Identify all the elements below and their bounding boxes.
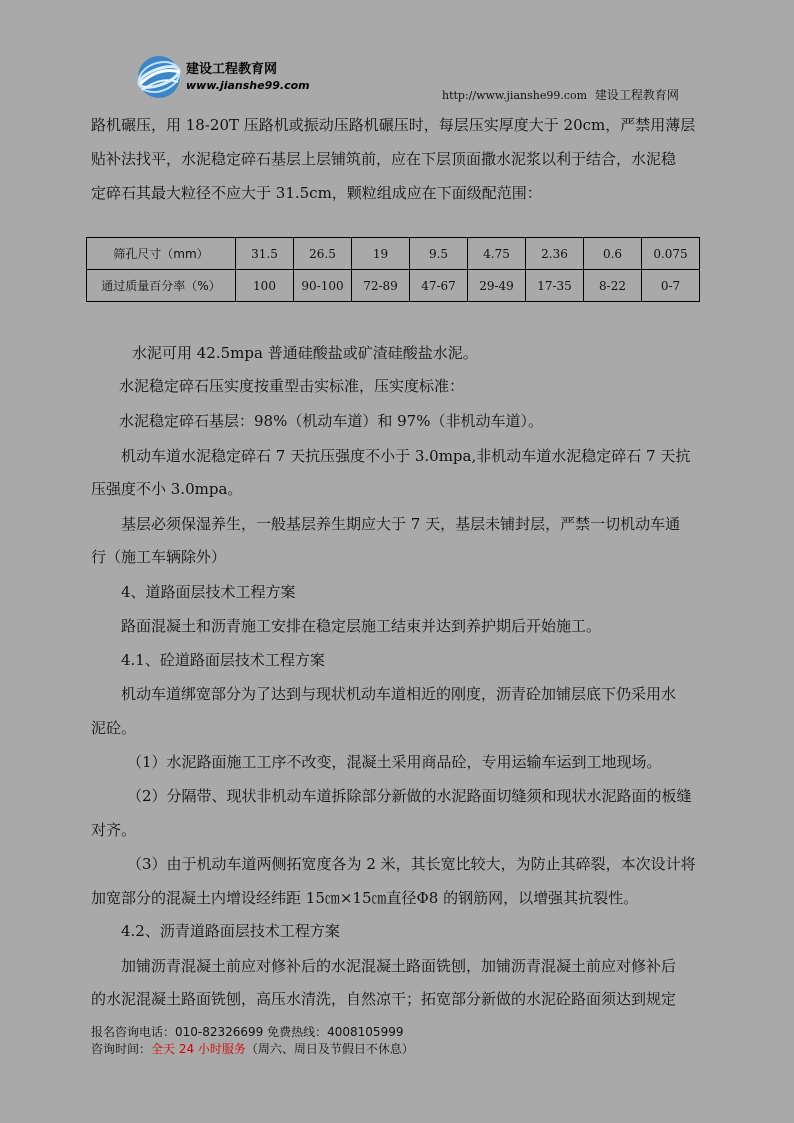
section-heading: 4、道路面层技术工程方案 [121,583,296,601]
text-line: 水泥稳定碎石压实度按重型击实标准，压实度标准： [119,377,465,395]
text-line: 定碎石其最大粒径不应大于 31.5cm，颗粒组成应在下面级配范围： [91,184,542,202]
footer-hours-highlight: 全天 24 小时服务 [151,1042,246,1056]
table-row-header: 通过质量百分率（%） [87,270,236,302]
text-line: 行（施工车辆除外） [91,548,227,566]
table-cell: 90-100 [294,270,352,302]
footer-contact: 报名咨询电话：010-82326699 免费热线：4008105999 [91,1025,404,1039]
header-site-name: 建设工程教育网 [594,88,679,102]
table-cell: 0-7 [642,270,700,302]
text-line: 贴补法找平，水泥稳定碎石基层上层铺筑前，应在下层顶面撒水泥浆以利于结合，水泥稳 [91,150,677,168]
logo-url: www.jianshe99.com [186,79,310,92]
text-line: 机动车道绑宽部分为了达到与现状机动车道相近的刚度，沥青砼加铺层底下仍采用水 [121,685,677,703]
site-logo[interactable] [136,52,310,102]
logo-title: 建设工程教育网 [186,62,278,77]
page-header [0,0,794,110]
table-cell: 26.5 [294,238,352,270]
table-cell: 31.5 [236,238,294,270]
table-cell: 0.075 [642,238,700,270]
text-line: 机动车道水泥稳定碎石 7 天抗压强度不小于 3.0mpa,非机动车道水泥稳定碎石 7 天抗 [121,447,691,465]
table-cell: 2.36 [526,238,584,270]
table-cell: 9.5 [410,238,468,270]
footer-hours-label: 咨询时间： [91,1042,152,1056]
text-line: 压强度不小 3.0mpa。 [91,480,243,498]
gradation-table [86,237,700,302]
text-line: 对齐。 [91,821,137,839]
table-cell: 100 [236,270,294,302]
table-cell: 72-89 [352,270,410,302]
table-cell: 8-22 [584,270,642,302]
text-line: 基层必须保湿养生，一般基层养生期应大于 7 天，基层未铺封层，严禁一切机动车通 [121,515,681,533]
table-cell: 4.75 [468,238,526,270]
text-line: 泥砼。 [91,719,137,737]
table-row-header: 筛孔尺寸（mm） [87,238,236,270]
header-url: http://www.jianshe99.com [442,89,588,102]
table-cell: 0.6 [584,238,642,270]
section-heading: 4.2、沥青道路面层技术工程方案 [121,922,340,940]
table-cell: 47-67 [410,270,468,302]
intro-paragraph [91,108,721,210]
section-heading: 4.1、砼道路面层技术工程方案 [121,651,325,669]
table-cell: 29-49 [468,270,526,302]
text-line: 加铺沥青混凝土前应对修补后的水泥混凝土路面铣刨，加铺沥青混凝土前应对修补后 [121,957,677,975]
table-cell: 19 [352,238,410,270]
page-footer [91,1024,414,1058]
text-line: 水泥稳定碎石基层：98%（机动车道）和 97%（非机动车道）。 [119,412,543,430]
text-line: 路面混凝土和沥青施工安排在稳定层施工结束并达到养护期后开始施工。 [121,617,602,635]
globe-logo-icon [136,54,182,100]
text-line: 路机碾压，用 18-20T 压路机或振动压路机碾压时，每层压实厚度大于 20cm，严禁用薄层 [91,116,696,134]
text-line: 加宽部分的混凝土内增设经纬距 15㎝×15㎝直径Φ8 的钢筋网，以增强其抗裂性。 [91,889,639,907]
header-site-link[interactable] [442,86,679,103]
text-line: （3）由于机动车道两侧拓宽度各为 2 米，其长宽比较大，为防止其碎裂，本次设计将 [127,855,696,873]
footer-hours-note: （周六、周日及节假日不休息） [245,1042,414,1056]
table-row [87,238,700,270]
text-line: 的水泥混凝土路面铣刨，高压水清洗，自然凉干；拓宽部分新做的水泥砼路面须达到规定 [91,990,677,1008]
text-line: （1）水泥路面施工工序不改变，混凝土采用商品砼，专用运输车运到工地现场。 [127,753,662,771]
table-row [87,270,700,302]
table-cell: 17-35 [526,270,584,302]
text-line: （2）分隔带、现状非机动车道拆除部分新做的水泥路面切缝须和现状水泥路面的板缝 [127,787,692,805]
footer-hours [91,1041,414,1058]
text-line: 水泥可用 42.5mpa 普通硅酸盐或矿渣硅酸盐水泥。 [132,344,478,362]
